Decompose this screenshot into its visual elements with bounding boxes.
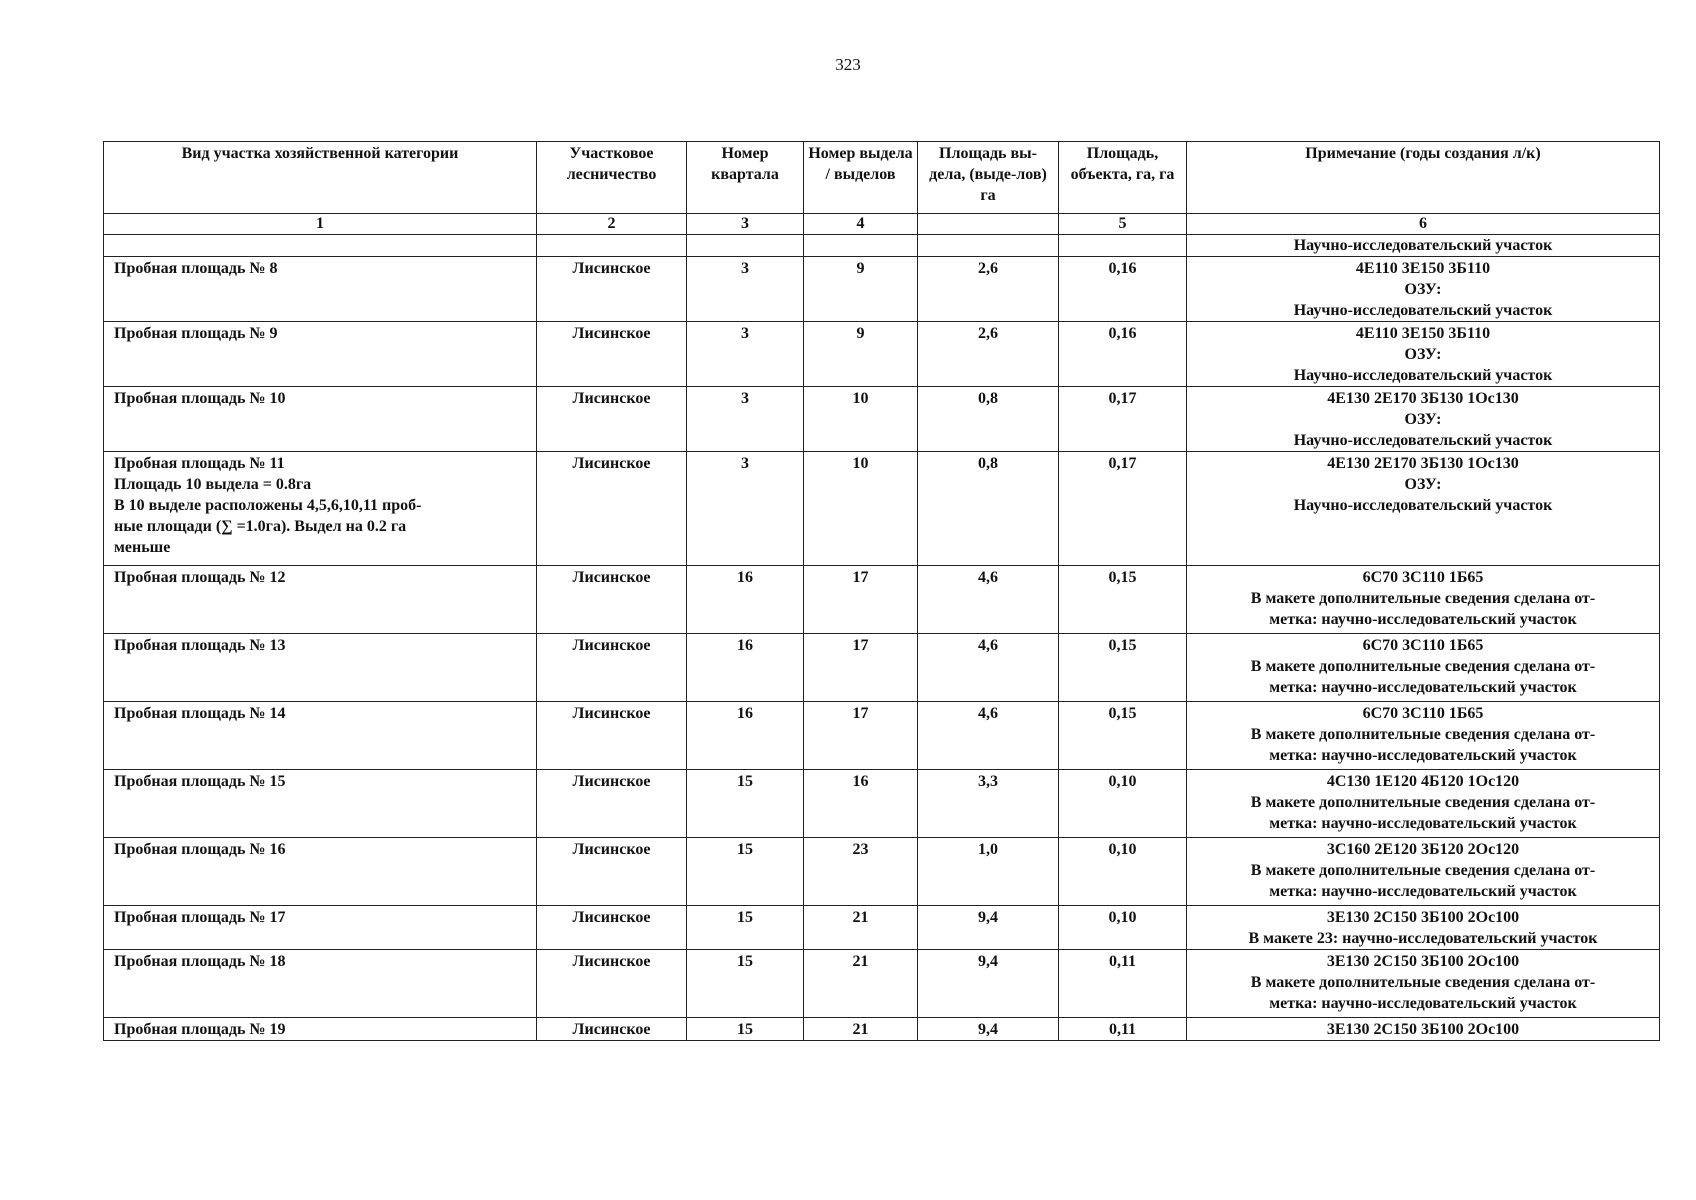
stand-composition: 3Е130 2С150 3Б100 2Ос100 [1326, 1021, 1520, 1038]
plot-name-cell [104, 702, 537, 770]
note-line: Научно-исследовательский участок [1293, 302, 1553, 319]
plot-name: Пробная площадь № 17 [114, 909, 286, 926]
continuation-row [104, 235, 1660, 257]
forestry-cell: Лисинское [537, 906, 687, 950]
note-cell [1187, 950, 1660, 1018]
forestry-cell: Лисинское [537, 452, 687, 566]
note-line: метка: научно-исследовательский участок [1269, 883, 1577, 900]
quarter-cell: 16 [687, 702, 804, 770]
table-row [104, 770, 1660, 838]
quarter-cell: 15 [687, 770, 804, 838]
plot-remark-line: меньше [114, 539, 171, 556]
quarter-cell: 15 [687, 838, 804, 906]
object-area-cell: 0,15 [1059, 634, 1187, 702]
table-row [104, 452, 1660, 566]
table-row [104, 634, 1660, 702]
note-cell [1187, 838, 1660, 906]
column-number: 5 [1059, 214, 1187, 235]
plot-name: Пробная площадь № 13 [114, 637, 286, 654]
allotment-area-cell: 9,4 [918, 950, 1059, 1018]
table-cell [918, 235, 1059, 257]
stand-composition: 4Е130 2Е170 3Б130 1Ос130 [1327, 390, 1519, 407]
plot-name-cell [104, 387, 537, 452]
object-area-cell: 0,16 [1059, 322, 1187, 387]
quarter-cell: 15 [687, 1018, 804, 1041]
table-row [104, 838, 1660, 906]
quarter-cell: 3 [687, 322, 804, 387]
note-line: В макете дополнительные сведения сделана от- [1250, 794, 1596, 811]
table-cell [687, 235, 804, 257]
table-cell [1059, 235, 1187, 257]
stand-composition: 4Е110 3Е150 3Б110 [1355, 260, 1491, 277]
table-cell [804, 235, 918, 257]
plot-name: Пробная площадь № 10 [114, 390, 286, 407]
column-number: 2 [537, 214, 687, 235]
allotment-area-cell: 4,6 [918, 634, 1059, 702]
column-number: 3 [687, 214, 804, 235]
header-plot-type: Вид участка хозяйственной категории [104, 142, 537, 214]
allotment-cell: 9 [804, 322, 918, 387]
object-area-cell: 0,11 [1059, 950, 1187, 1018]
note-line: метка: научно-исследовательский участок [1269, 611, 1577, 628]
plot-name-cell [104, 906, 537, 950]
plot-name: Пробная площадь № 14 [114, 705, 286, 722]
forestry-cell: Лисинское [537, 634, 687, 702]
forestry-cell: Лисинское [537, 838, 687, 906]
allotment-area-cell: 4,6 [918, 702, 1059, 770]
note-line: В макете дополнительные сведения сделана от- [1250, 726, 1596, 743]
forestry-cell: Лисинское [537, 702, 687, 770]
note-line: В макете дополнительные сведения сделана от- [1250, 658, 1596, 675]
note-line: ОЗУ: [1404, 411, 1442, 428]
note-cell [1187, 322, 1660, 387]
note-cell [1187, 634, 1660, 702]
quarter-cell: 15 [687, 906, 804, 950]
plot-name: Пробная площадь № 8 [114, 260, 278, 277]
column-number: 1 [104, 214, 537, 235]
allotment-cell: 23 [804, 838, 918, 906]
object-area-cell: 0,10 [1059, 838, 1187, 906]
plot-name-cell [104, 770, 537, 838]
note-line: В макете дополнительные сведения сделана от- [1250, 590, 1596, 607]
forestry-cell: Лисинское [537, 387, 687, 452]
allotment-area-cell: 9,4 [918, 906, 1059, 950]
header-row [104, 142, 1660, 214]
plot-remark-line: В 10 выделе расположены 4,5,6,10,11 проб- [114, 497, 422, 514]
table-cell [537, 235, 687, 257]
note-cell [1187, 1018, 1660, 1041]
forestry-cell: Лисинское [537, 566, 687, 634]
quarter-cell: 3 [687, 452, 804, 566]
header-forestry: Участковое лесничество [537, 142, 687, 214]
note-cell [1187, 702, 1660, 770]
object-area-cell: 0,10 [1059, 906, 1187, 950]
quarter-cell: 16 [687, 634, 804, 702]
allotment-area-cell: 4,6 [918, 566, 1059, 634]
object-area-cell: 0,17 [1059, 452, 1187, 566]
plot-name-cell [104, 452, 537, 566]
forestry-cell: Лисинское [537, 950, 687, 1018]
allotment-cell: 21 [804, 1018, 918, 1041]
plot-name: Пробная площадь № 19 [114, 1021, 286, 1038]
allotment-area-cell: 9,4 [918, 1018, 1059, 1041]
allotment-area-cell: 0,8 [918, 387, 1059, 452]
plot-name: Пробная площадь № 15 [114, 773, 286, 790]
note-cell [1187, 452, 1660, 566]
stand-composition: 4Е130 2Е170 3Б130 1Ос130 [1327, 455, 1519, 472]
table-row [104, 906, 1660, 950]
note-line: метка: научно-исследовательский участок [1269, 679, 1577, 696]
forestry-cell: Лисинское [537, 1018, 687, 1041]
stand-composition: 6С70 3С110 1Б65 [1362, 705, 1484, 722]
note-line: метка: научно-исследовательский участок [1269, 747, 1577, 764]
plot-remark-line: Площадь 10 выдела = 0.8га [114, 476, 312, 493]
allotment-cell: 21 [804, 950, 918, 1018]
object-area-cell: 0,16 [1059, 257, 1187, 322]
note-line: Научно-исследовательский участок [1293, 497, 1553, 514]
allotment-cell: 16 [804, 770, 918, 838]
note-line: ОЗУ: [1404, 476, 1442, 493]
header-note: Примечание (годы создания л/к) [1187, 142, 1660, 214]
allotment-area-cell: 1,0 [918, 838, 1059, 906]
object-area-cell: 0,10 [1059, 770, 1187, 838]
note-cell [1187, 257, 1660, 322]
quarter-cell: 15 [687, 950, 804, 1018]
note-line: метка: научно-исследовательский участок [1269, 995, 1577, 1012]
note-cell [1187, 906, 1660, 950]
table-cell [104, 235, 537, 257]
allotment-cell: 17 [804, 634, 918, 702]
plot-name: Пробная площадь № 12 [114, 569, 286, 586]
allotment-cell: 17 [804, 702, 918, 770]
table-row [104, 257, 1660, 322]
note-cell [1187, 387, 1660, 452]
quarter-cell: 16 [687, 566, 804, 634]
plot-name-cell [104, 838, 537, 906]
object-area-cell: 0,15 [1059, 566, 1187, 634]
stand-composition: 6С70 3С110 1Б65 [1362, 637, 1484, 654]
plot-name-cell [104, 322, 537, 387]
table-row [104, 1018, 1660, 1041]
stand-composition: 4Е110 3Е150 3Б110 [1355, 325, 1491, 342]
table-row [104, 387, 1660, 452]
note-line: ОЗУ: [1404, 281, 1442, 298]
column-number: 4 [804, 214, 918, 235]
plot-name: Пробная площадь № 16 [114, 841, 286, 858]
allotment-area-cell: 3,3 [918, 770, 1059, 838]
stand-composition: 4С130 1Е120 4Б120 1Ос120 [1326, 773, 1520, 790]
plot-name-cell [104, 1018, 537, 1041]
allotment-area-cell: 0,8 [918, 452, 1059, 566]
quarter-cell: 3 [687, 387, 804, 452]
header-quarter: Номер квартала [687, 142, 804, 214]
object-area-cell: 0,15 [1059, 702, 1187, 770]
forest-plots-table [103, 141, 1660, 1041]
column-number-row [104, 214, 1660, 235]
forestry-cell: Лисинское [537, 770, 687, 838]
plot-remark-line: ные площади (∑ =1.0га). Выдел на 0.2 га [114, 518, 407, 535]
note-line: Научно-исследовательский участок [1293, 367, 1553, 384]
page-number: 323 [835, 55, 861, 74]
allotment-cell: 10 [804, 387, 918, 452]
allotment-area-cell: 2,6 [918, 322, 1059, 387]
forestry-cell: Лисинское [537, 322, 687, 387]
note-line: Научно-исследовательский участок [1293, 432, 1553, 449]
quarter-cell: 3 [687, 257, 804, 322]
allotment-cell: 17 [804, 566, 918, 634]
forestry-cell: Лисинское [537, 257, 687, 322]
object-area-cell: 0,11 [1059, 1018, 1187, 1041]
stand-composition: 3Е130 2С150 3Б100 2Ос100 [1326, 909, 1520, 926]
object-area-cell: 0,17 [1059, 387, 1187, 452]
stand-composition: 3Е130 2С150 3Б100 2Ос100 [1326, 953, 1520, 970]
note-line: В макете 23: научно-исследовательский участок [1248, 930, 1598, 947]
stand-composition: 6С70 3С110 1Б65 [1362, 569, 1484, 586]
table-row [104, 702, 1660, 770]
column-number [918, 214, 1059, 235]
header-object-area: Площадь, объекта, га, га [1059, 142, 1187, 214]
plot-name-cell [104, 634, 537, 702]
header-allotment-area: Площадь вы-дела, (выде-лов) га [918, 142, 1059, 214]
plot-name: Пробная площадь № 18 [114, 953, 286, 970]
column-number: 6 [1187, 214, 1660, 235]
table-row [104, 950, 1660, 1018]
allotment-cell: 21 [804, 906, 918, 950]
plot-name-cell [104, 566, 537, 634]
allotment-cell: 9 [804, 257, 918, 322]
plot-name-cell [104, 950, 537, 1018]
plot-name: Пробная площадь № 9 [114, 325, 278, 342]
note-line: В макете дополнительные сведения сделана от- [1250, 974, 1596, 991]
table-row [104, 566, 1660, 634]
plot-name-cell [104, 257, 537, 322]
stand-composition: 3С160 2Е120 3Б120 2Ос120 [1326, 841, 1520, 858]
header-allotment: Номер выдела / выделов [804, 142, 918, 214]
note-cell [1187, 566, 1660, 634]
table-row [104, 322, 1660, 387]
continuation-note: Научно-исследовательский участок [1187, 235, 1660, 257]
allotment-cell: 10 [804, 452, 918, 566]
plot-name: Пробная площадь № 11 [114, 455, 285, 472]
note-cell [1187, 770, 1660, 838]
allotment-area-cell: 2,6 [918, 257, 1059, 322]
note-line: ОЗУ: [1404, 346, 1442, 363]
note-line: В макете дополнительные сведения сделана от- [1250, 862, 1596, 879]
note-line: метка: научно-исследовательский участок [1269, 815, 1577, 832]
